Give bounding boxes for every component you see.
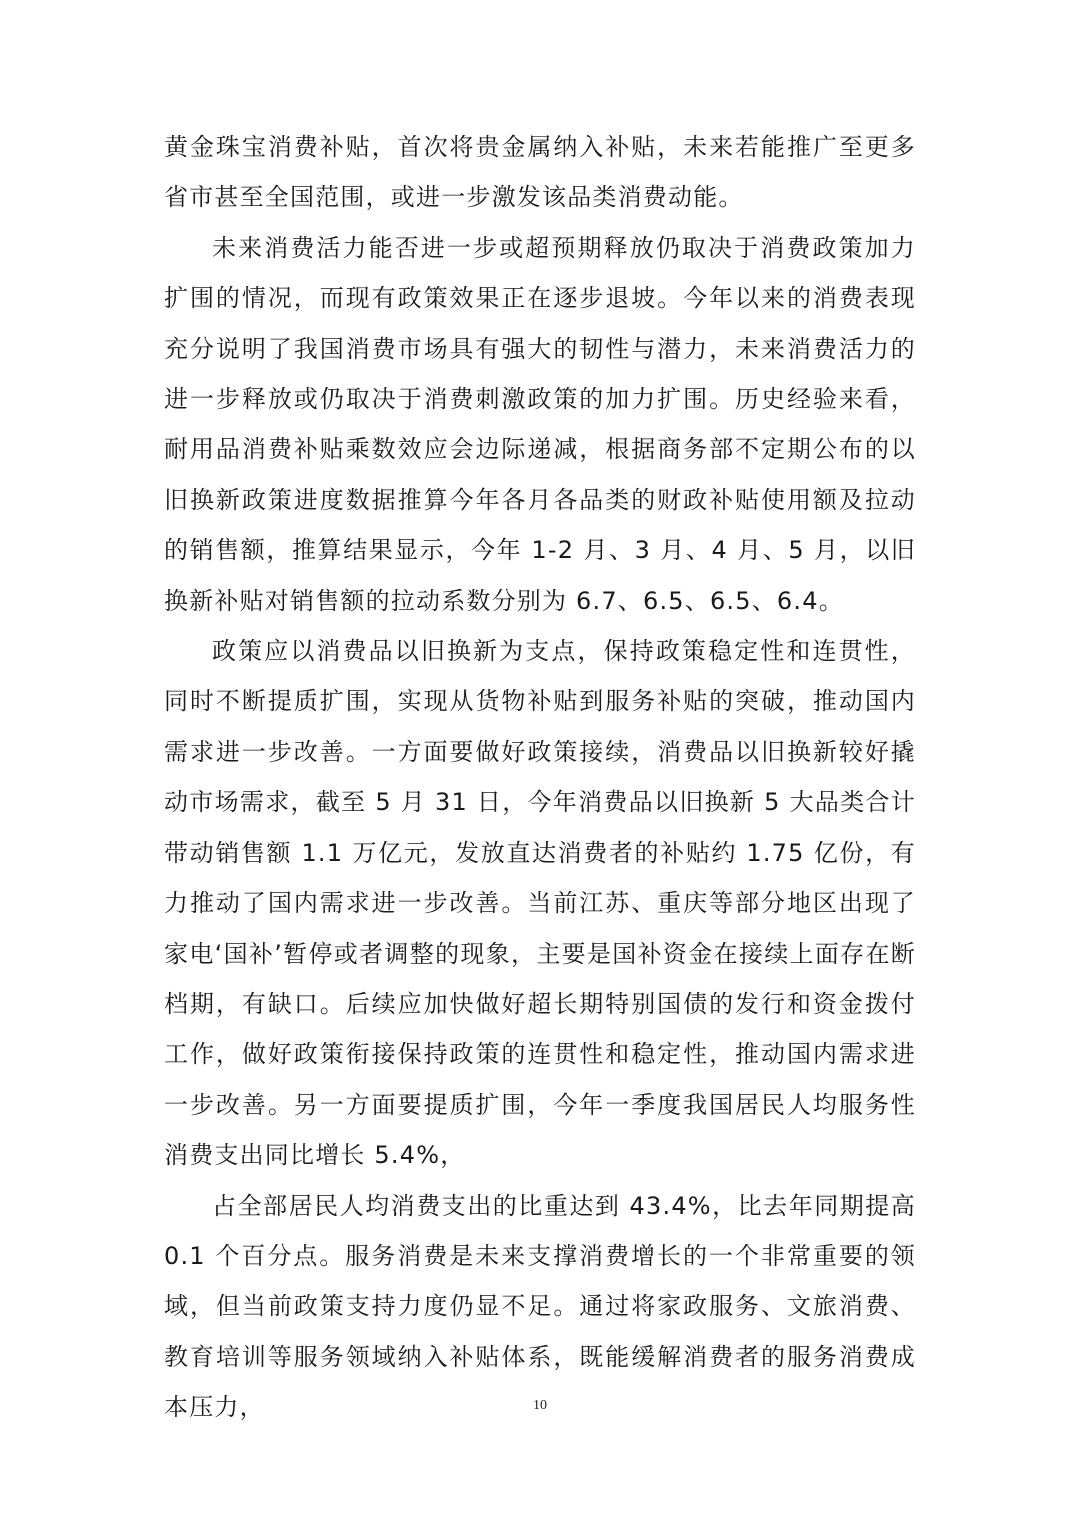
paragraph-service-consumption: 占全部居民人均消费支出的比重达到 43.4%，比去年同期提高 0.1 个百分点。服务消费是未来支撑消费增长的一个非常重要的领域，但当前政策支持力度仍显不足。通过将家政服务、文旅消费、教育培训等服务领域纳入补贴体系，既能缓解消费者的服务消费成本压力， (164, 1191, 916, 1422)
paragraph-policy-suggestion: 政策应以消费品以旧换新为支点，保持政策稳定性和连贯性，同时不断提质扩围，实现从货物补贴到服务补贴的突破，推动国内需求进一步改善。一方面要做好政策接续，消费品以旧换新较好撬动市场需求，截至 5 月 31 日，今年消费品以旧换新 5 大品类合计带动销售额 1.1 万亿元，发放直达消费者的补贴约 1.75 亿份，有力推动了国内需求进一步改善。当前江苏、重庆等部分地区出现了家电‘国补’暂停或者调整的现象，主要是国补资金在接续上面存在断档期，有缺口。后续应加快做好超长期特别国债的发行和资金拨付工作，做好政策衔接保持政策的连贯性和稳定性，推动国内需求进一步改善。另一方面要提质扩围，今年一季度我国居民人均服务性消费支出同比增长 5.4%， (164, 637, 916, 1170)
body-text (164, 122, 916, 1433)
page-number: 10 (533, 1398, 547, 1413)
paragraph-continuation: 黄金珠宝消费补贴，首次将贵金属纳入补贴，未来若能推广至更多省市甚至全国范围，或进一步激发该品类消费动能。 (164, 133, 916, 212)
paragraph-consumption-outlook: 未来消费活力能否进一步或超预期释放仍取决于消费政策加力扩围的情况，而现有政策效果正在逐步退坡。今年以来的消费表现充分说明了我国消费市场具有强大的韧性与潜力，未来消费活力的进一步释放或仍取决于消费刺激政策的加力扩围。历史经验来看，耐用品消费补贴乘数效应会边际递减，根据商务部不定期公布的以旧换新政策进度数据推算今年各月各品类的财政补贴使用额及拉动的销售额，推算结果显示，今年 1-2 月、3 月、4 月、5 月，以旧换新补贴对销售额的拉动系数分别为 6.7、6.5、6.5、6.4。 (164, 233, 916, 615)
